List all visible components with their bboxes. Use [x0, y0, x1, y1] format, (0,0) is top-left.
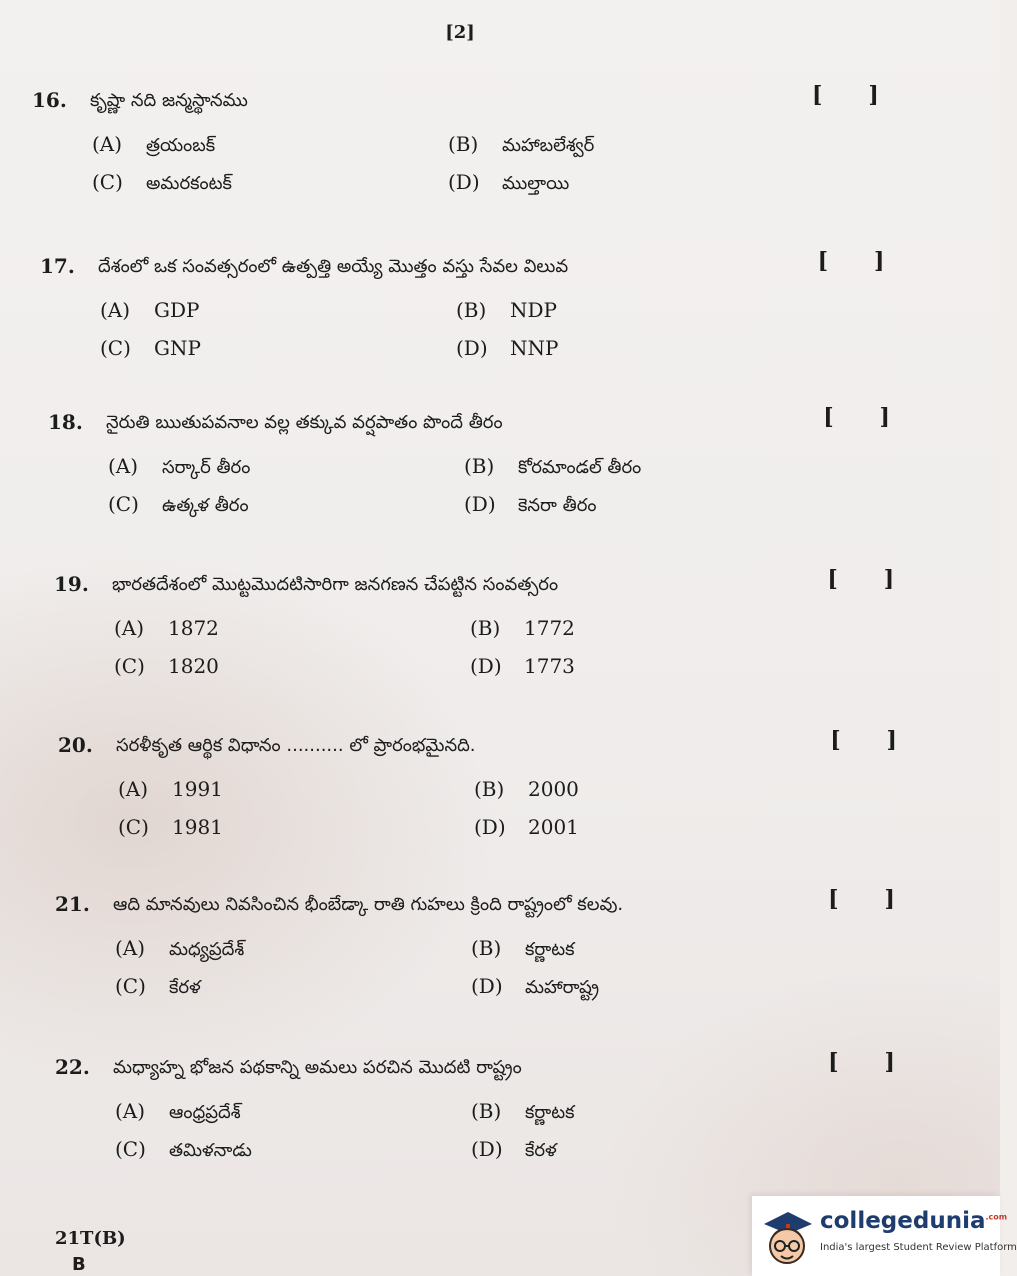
option-label: (A) [92, 132, 123, 156]
question-number: 20. [58, 733, 93, 757]
option-text: 1991 [172, 777, 223, 801]
option-d [471, 974, 599, 1002]
option-a [108, 454, 250, 482]
option-text: ముల్తాయి [502, 173, 570, 194]
option-d [474, 815, 579, 839]
option-c [108, 492, 249, 520]
option-label: (A) [100, 298, 131, 322]
option-text: సర్కార్ తీరం [162, 457, 251, 478]
option-label: (C) [100, 336, 131, 360]
option-d [464, 492, 597, 520]
option-text: త్రయంబక్ [146, 135, 216, 156]
option-text: కేరళ [169, 977, 201, 998]
question-number: 19. [54, 572, 89, 596]
answer-bracket[interactable]: [ ] [817, 248, 885, 274]
option-label: (B) [470, 616, 501, 640]
answer-bracket[interactable]: [ ] [827, 566, 895, 592]
option-text: 1981 [172, 815, 223, 839]
question-text: నైరుతి ఋతుపవనాల వల్ల తక్కువ వర్షపాతం పొందే తీరం [106, 412, 503, 433]
answer-bracket[interactable]: [ ] [830, 727, 897, 753]
option-label: (C) [115, 974, 146, 998]
collegedunia-logo [752, 1196, 1017, 1276]
option-c [100, 336, 201, 360]
option-text: ఉత్కళ తీరం [162, 495, 249, 516]
option-c [114, 654, 219, 678]
question-text: మధ్యాహ్న భోజన పథకాన్ని అమలు పరచిన మొదటి రాష్ట్రం [113, 1057, 522, 1078]
option-text: కర్ణాటక [525, 1102, 575, 1123]
option-text: మహారాష్ట్ర [525, 977, 600, 998]
option-label: (D) [471, 974, 503, 998]
option-label: (D) [474, 815, 506, 839]
option-text: 2000 [528, 777, 579, 801]
option-text: కర్ణాటక [525, 939, 575, 960]
option-text: NNP [510, 336, 559, 360]
option-text: మధ్యప్రదేశ్ [169, 939, 245, 960]
option-a [92, 132, 215, 160]
option-text: 1820 [168, 654, 219, 678]
option-a [114, 616, 219, 640]
question-text: దేశంలో ఒక సంవత్సరంలో ఉత్పత్తి అయ్యే మొత్తం వస్తు సేవల విలువ [98, 256, 569, 277]
option-label: (D) [456, 336, 488, 360]
option-label: (D) [470, 654, 502, 678]
brand-tagline: India's largest Student Review Platform [820, 1242, 1017, 1253]
option-a [118, 777, 223, 801]
option-label: (C) [108, 492, 139, 516]
option-text: కోరమాండల్ తీరం [518, 457, 642, 478]
option-label: (A) [118, 777, 149, 801]
option-text: 1872 [168, 616, 219, 640]
option-label: (A) [114, 616, 145, 640]
option-c [115, 1137, 252, 1165]
option-text: GNP [154, 336, 201, 360]
option-text: మహాబలేశ్వర్ [502, 135, 595, 156]
option-text: 1773 [524, 654, 575, 678]
answer-bracket[interactable]: [ ] [812, 82, 879, 108]
question-text: సరళీకృత ఆర్థిక విధానం .......... లో ప్రారంభమైనది. [116, 735, 476, 756]
option-a [115, 936, 244, 964]
set-mark: B [72, 1254, 86, 1275]
question-text: ఆది మానవులు నివసించిన భీంబేడ్కా రాతి గుహలు క్రింది రాష్ట్రంలో కలవు. [113, 894, 624, 915]
option-label: (A) [115, 1099, 146, 1123]
student-mascot-icon [756, 1202, 818, 1270]
option-c [115, 974, 201, 1002]
option-label: (D) [448, 170, 480, 194]
option-b [471, 1099, 575, 1127]
brand-name: collegedunia$^{.com}$ [820, 1208, 1008, 1234]
option-text: అమరకంటక్ [146, 173, 232, 194]
option-label: (C) [92, 170, 123, 194]
option-c [118, 815, 223, 839]
option-label: (D) [464, 492, 496, 516]
option-text: కేరళ [525, 1140, 557, 1161]
option-label: (A) [108, 454, 139, 478]
answer-bracket[interactable]: [ ] [828, 1049, 895, 1075]
option-text: తమిళనాడు [169, 1140, 252, 1161]
option-b [474, 777, 579, 801]
option-label: (B) [464, 454, 495, 478]
option-a [100, 298, 199, 322]
option-text: 2001 [528, 815, 579, 839]
question-number: 16. [32, 88, 67, 112]
option-label: (B) [471, 936, 502, 960]
option-text: GDP [154, 298, 200, 322]
option-text: NDP [510, 298, 557, 322]
option-b [456, 298, 557, 322]
answer-bracket[interactable]: [ ] [828, 886, 895, 912]
question-number: 21. [55, 892, 90, 916]
paper-code: 21T(B) [55, 1228, 126, 1249]
question-number: 17. [40, 254, 75, 278]
option-b [470, 616, 575, 640]
question-number: 18. [48, 410, 83, 434]
option-b [471, 936, 575, 964]
option-label: (C) [115, 1137, 146, 1161]
option-b [464, 454, 641, 482]
option-d [448, 170, 569, 198]
option-label: (D) [471, 1137, 503, 1161]
option-d [456, 336, 558, 360]
question-text: కృష్ణా నది జన్మస్థానము [90, 90, 248, 111]
option-label: (B) [474, 777, 505, 801]
page-number: [2] [445, 22, 475, 43]
option-label: (C) [118, 815, 149, 839]
question-text: భారతదేశంలో మొట్టమొదటిసారిగా జనగణన చేపట్టిన సంవత్సరం [112, 574, 559, 595]
option-label: (C) [114, 654, 145, 678]
option-text: ఆంధ్రప్రదేశ్ [169, 1102, 241, 1123]
option-label: (A) [115, 936, 146, 960]
option-a [115, 1099, 241, 1127]
option-d [470, 654, 575, 678]
option-c [92, 170, 232, 198]
option-d [471, 1137, 557, 1165]
option-text: కెనరా తీరం [518, 495, 597, 516]
option-label: (B) [471, 1099, 502, 1123]
option-label: (B) [448, 132, 479, 156]
option-b [448, 132, 594, 160]
option-label: (B) [456, 298, 487, 322]
question-number: 22. [55, 1055, 90, 1079]
option-text: 1772 [524, 616, 575, 640]
answer-bracket[interactable]: [ ] [823, 404, 890, 430]
